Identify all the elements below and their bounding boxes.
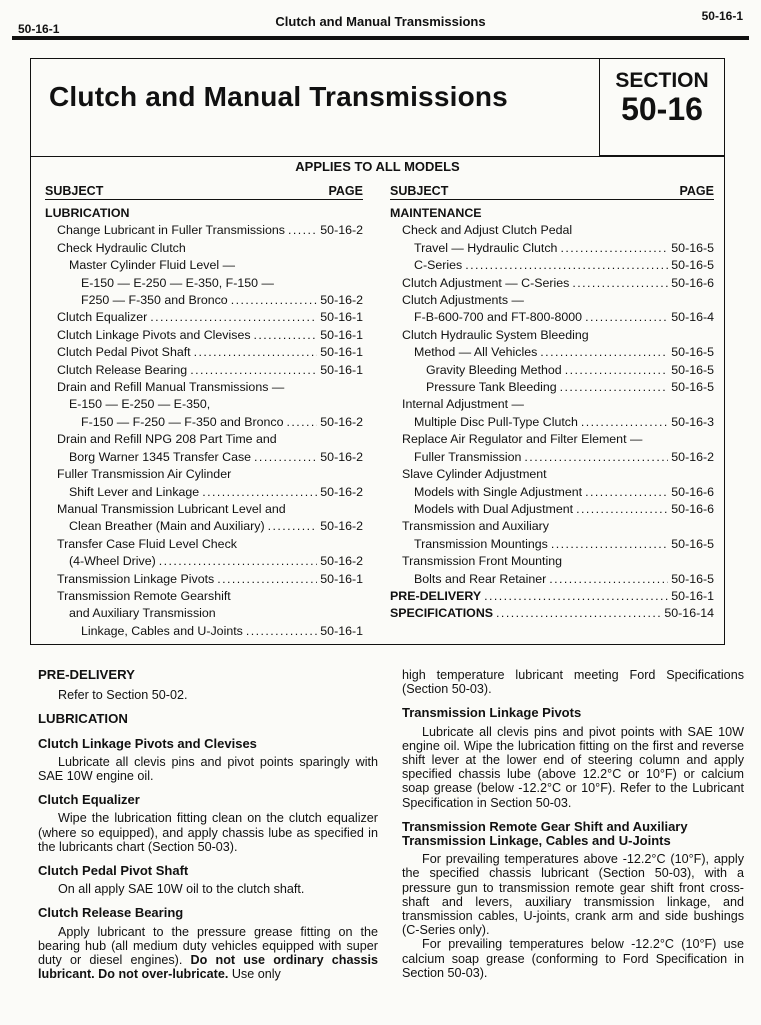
toc-entry	[45, 466, 363, 483]
toc-entry-page: 50-16-1	[320, 623, 363, 638]
toc-entry-page: 50-16-5	[671, 240, 714, 255]
toc-left-column	[45, 184, 363, 640]
toc-dot-leader	[159, 553, 318, 570]
toc-entry	[390, 605, 714, 622]
page-title: Clutch and Manual Transmissions	[49, 81, 508, 112]
toc-entry	[390, 240, 714, 257]
title-divider	[31, 156, 724, 157]
toc-entry	[390, 518, 714, 535]
toc-entry-subject: Clutch Linkage Pivots and Clevises	[57, 327, 251, 342]
toc-entry-subject: Pressure Tank Bleeding	[426, 380, 557, 395]
paragraph	[38, 811, 378, 854]
toc-entry-page: 50-16-2	[320, 449, 363, 464]
paragraph-text: Refer to Section 50-02.	[58, 688, 188, 703]
toc-entry	[390, 414, 714, 431]
toc-entry-subject: Clutch Hydraulic System Bleeding	[402, 327, 589, 342]
toc-entry	[45, 205, 363, 222]
toc-dot-leader	[551, 536, 668, 553]
toc-entry	[390, 484, 714, 501]
toc-dot-leader	[190, 362, 317, 379]
section-heading: PRE-DELIVERY	[38, 667, 135, 682]
toc-entry-subject: Clutch Pedal Pivot Shaft	[57, 345, 191, 360]
toc-left-list	[45, 205, 363, 640]
toc-entry	[45, 536, 363, 553]
toc-entry-subject: Fuller Transmission Air Cylinder	[57, 467, 232, 482]
toc-entry-subject: Clean Breather (Main and Auxiliary)	[69, 519, 265, 534]
toc-entry-subject: Linkage, Cables and U-Joints	[81, 623, 243, 638]
toc-entry-subject: Drain and Refill NPG 208 Part Time and	[57, 432, 277, 447]
toc-entry-page: 50-16-1	[320, 310, 363, 325]
warning-text: Do not use ordinary chassis lubricant. Do not over-lubricate.	[38, 953, 378, 982]
toc-entry-subject: Internal Adjustment —	[402, 397, 524, 412]
toc-entry-page: 50-16-2	[320, 414, 363, 429]
toc-entry	[390, 362, 714, 379]
toc-dot-leader	[560, 379, 669, 396]
toc-entry-subject: Clutch Adjustment — C-Series	[402, 275, 570, 290]
toc-dot-leader	[484, 588, 668, 605]
toc-entry-subject: LUBRICATION	[45, 206, 130, 220]
toc-entry	[390, 344, 714, 361]
toc-entry	[390, 292, 714, 309]
toc-entry	[45, 222, 363, 239]
paragraph-text: Use only	[231, 967, 281, 982]
toc-entry-page: 50-16-5	[671, 258, 714, 273]
toc-entry	[390, 501, 714, 518]
toc-dot-leader	[231, 292, 318, 309]
toc-dot-leader	[572, 275, 668, 292]
toc-entry-page: 50-16-5	[671, 345, 714, 360]
paragraph-text: For prevailing temperatures below -12.2°C (10°F) use calcium soap grease (conforming to Ford Specification in Section 50-03).	[402, 937, 744, 980]
toc-entry-subject: E-150 — E-250 — E-350, F-150 —	[81, 275, 274, 290]
toc-entry	[45, 414, 363, 431]
paragraph	[402, 852, 744, 937]
toc-entry	[390, 327, 714, 344]
toc-dot-leader	[150, 309, 317, 326]
section-heading: LUBRICATION	[38, 711, 128, 727]
toc-entry-page: 50-16-1	[671, 588, 714, 603]
toc-dot-leader	[576, 501, 668, 518]
paragraph	[38, 755, 378, 783]
toc-dot-leader	[465, 257, 668, 274]
contents-box	[30, 58, 725, 645]
toc-right-header	[390, 184, 714, 200]
toc-dot-leader	[585, 309, 668, 326]
toc-entry-subject: Check Hydraulic Clutch	[57, 240, 186, 255]
header-title: Clutch and Manual Transmissions	[275, 14, 486, 29]
toc-entry	[45, 379, 363, 396]
toc-entry-subject: C-Series	[414, 258, 463, 273]
running-header	[14, 8, 747, 34]
toc-entry	[45, 257, 363, 274]
toc-entry-subject: F-150 — F-250 — F-350 and Bronco	[81, 414, 284, 429]
toc-entry-subject: Replace Air Regulator and Filter Element —	[402, 432, 643, 447]
toc-dot-leader	[286, 414, 317, 431]
toc-entry	[390, 205, 714, 222]
toc-dot-leader	[217, 571, 317, 588]
toc-entry	[45, 396, 363, 413]
toc-entry-subject: F-B-600-700 and FT-800-8000	[414, 310, 583, 325]
toc-entry-page: 50-16-2	[320, 223, 363, 238]
toc-entry-page: 50-16-14	[664, 606, 714, 621]
toc-entry-subject: Slave Cylinder Adjustment	[402, 467, 547, 482]
toc-entry-subject: Transmission Linkage Pivots	[57, 571, 215, 586]
subject-heading: SUBJECT	[390, 184, 449, 198]
toc-dot-leader	[524, 449, 668, 466]
toc-entry-subject: SPECIFICATIONS	[390, 606, 494, 621]
toc-entry-page: 50-16-6	[671, 484, 714, 499]
section-number: 50-16	[621, 91, 703, 127]
paragraph-text: Wipe the lubrication fitting clean on the clutch equalizer (where so equipped), and apply chassis lube as specified in the lubricants chart (Section 50-03).	[38, 811, 378, 854]
section-box	[599, 59, 724, 156]
toc-entry-page: 50-16-5	[671, 380, 714, 395]
paragraph-text: Apply lubricant to the pressure grease fitting on the bearing hub (all medium duty vehicles equipped with super duty or diesel engines).	[38, 924, 378, 968]
toc-entry-subject: (4-Wheel Drive)	[69, 554, 156, 569]
toc-entry-subject: Bolts and Rear Retainer	[414, 571, 547, 586]
toc-dot-leader	[581, 414, 668, 431]
toc-entry-subject: Shift Lever and Linkage	[69, 484, 200, 499]
toc-entry-page: 50-16-6	[671, 501, 714, 516]
toc-entry	[45, 449, 363, 466]
toc-entry	[45, 484, 363, 501]
toc-entry-subject: Method — All Vehicles	[414, 345, 538, 360]
paragraph	[402, 668, 744, 696]
body-left-column	[38, 668, 378, 981]
toc-dot-leader	[194, 344, 318, 361]
toc-dot-leader	[268, 518, 318, 535]
toc-entry-subject: PRE-DELIVERY	[390, 588, 482, 603]
paragraph	[402, 937, 744, 980]
toc-entry-page: 50-16-4	[671, 310, 714, 325]
subsection-heading: Clutch Linkage Pivots and Clevises	[38, 735, 257, 751]
toc-entry	[45, 240, 363, 257]
toc-entry-subject: Models with Single Adjustment	[414, 484, 583, 499]
page-heading: PAGE	[679, 184, 714, 198]
paragraph-text: On all apply SAE 10W oil to the clutch shaft.	[58, 882, 305, 897]
toc-entry-page: 50-16-1	[320, 345, 363, 360]
toc-dot-leader	[288, 222, 317, 239]
toc-entry-page: 50-16-2	[671, 449, 714, 464]
toc-entry-page: 50-16-2	[320, 484, 363, 499]
toc-dot-leader	[202, 484, 317, 501]
subsection-heading: Clutch Equalizer	[38, 792, 140, 808]
toc-entry-subject: Transmission Front Mounting	[402, 554, 562, 569]
toc-dot-leader	[549, 571, 668, 588]
toc-entry-page: 50-16-2	[320, 554, 363, 569]
toc-right-list	[390, 205, 714, 623]
toc-right-column	[390, 184, 714, 623]
toc-entry	[390, 431, 714, 448]
toc-entry-subject: Gravity Bleeding Method	[426, 362, 562, 377]
paragraph-text: high temperature lubricant meeting Ford Specifications (Section 50-03).	[402, 668, 744, 697]
toc-entry	[390, 571, 714, 588]
toc-entry-subject: Transmission and Auxiliary	[402, 519, 549, 534]
toc-entry	[390, 275, 714, 292]
toc-entry	[45, 518, 363, 535]
toc-entry-subject: Master Cylinder Fluid Level —	[69, 258, 235, 273]
paragraph	[38, 925, 378, 982]
toc-entry	[390, 553, 714, 570]
toc-entry-page: 50-16-6	[671, 275, 714, 290]
toc-entry-subject: Borg Warner 1345 Transfer Case	[69, 449, 252, 464]
toc-entry	[390, 536, 714, 553]
toc-entry-page: 50-16-5	[671, 536, 714, 551]
toc-entry-subject: Clutch Release Bearing	[57, 362, 188, 377]
toc-entry-subject: Change Lubricant in Fuller Transmissions	[57, 223, 285, 238]
toc-dot-leader	[496, 605, 661, 622]
toc-entry	[45, 431, 363, 448]
toc-entry-page: 50-16-3	[671, 414, 714, 429]
body-right-column	[402, 668, 744, 980]
toc-entry	[390, 222, 714, 239]
toc-entry	[390, 257, 714, 274]
toc-entry-page: 50-16-1	[320, 571, 363, 586]
toc-entry	[45, 292, 363, 309]
applies-to: APPLIES TO ALL MODELS	[295, 159, 460, 174]
toc-left-header	[45, 184, 363, 200]
toc-entry	[390, 588, 714, 605]
toc-entry-subject: Multiple Disc Pull-Type Clutch	[414, 414, 578, 429]
toc-entry	[45, 309, 363, 326]
toc-dot-leader	[585, 484, 668, 501]
subsection-heading: Transmission Linkage Pivots	[402, 705, 582, 721]
toc-entry-subject: Check and Adjust Clutch Pedal	[402, 223, 573, 238]
toc-entry	[45, 553, 363, 570]
paragraph-text: For prevailing temperatures above -12.2°C (10°F), apply the specified chassis lubricant (Section 50-03), with a pressure gun to transmission remote gear shift front cross-shaft and levers, auxiliary transmission linkage, and transmission cables, U-joints, crank arm and side bushings (C-Series only).	[402, 852, 744, 938]
toc-dot-leader	[565, 362, 669, 379]
toc-entry-subject: F250 — F-350 and Bronco	[81, 293, 228, 308]
toc-dot-leader	[540, 344, 668, 361]
toc-entry	[45, 501, 363, 518]
toc-entry	[390, 309, 714, 326]
toc-entry-page: 50-16-2	[320, 293, 363, 308]
toc-entry	[45, 623, 363, 640]
subsection-heading: Clutch Release Bearing	[38, 905, 184, 921]
toc-entry-page: 50-16-5	[671, 362, 714, 377]
toc-entry-subject: Travel — Hydraulic Clutch	[414, 240, 558, 255]
toc-entry-subject: Transfer Case Fluid Level Check	[57, 536, 237, 551]
toc-entry	[390, 466, 714, 483]
toc-entry-subject: Drain and Refill Manual Transmissions —	[57, 380, 285, 395]
toc-dot-leader	[246, 623, 317, 640]
page-heading: PAGE	[328, 184, 363, 198]
toc-entry-page: 50-16-5	[671, 571, 714, 586]
toc-entry	[45, 605, 363, 622]
header-page-right: 50-16-1	[701, 9, 743, 23]
toc-entry-subject: Clutch Equalizer	[57, 310, 148, 325]
toc-entry-subject: Models with Dual Adjustment	[414, 501, 574, 516]
toc-dot-leader	[560, 240, 668, 257]
toc-entry-page: 50-16-2	[320, 519, 363, 534]
toc-entry	[45, 588, 363, 605]
toc-entry	[45, 571, 363, 588]
toc-entry-page: 50-16-1	[320, 362, 363, 377]
paragraph	[38, 882, 378, 896]
toc-entry	[45, 362, 363, 379]
toc-entry-subject: Transmission Remote Gearshift	[57, 588, 231, 603]
paragraph	[38, 688, 378, 702]
paragraph-text: Lubricate all clevis pins and pivot points with SAE 10W engine oil. Wipe the lubrication fitting on the first and reverse shift lever at the lower end of steering column and apply specified chassis lube (above 12.2°C or 10°F) or calcium soap grease (below -12.2°C or 10°F). Refer to the Lubricant Specification in Section 50-03.	[402, 724, 744, 810]
toc-entry-page: 50-16-1	[320, 327, 363, 342]
toc-entry-subject: Manual Transmission Lubricant Level and	[57, 501, 286, 516]
subsection-heading: Transmission Remote Gear Shift and Auxiliary Transmission Linkage, Cables and U-Joints	[402, 818, 688, 849]
toc-entry	[390, 379, 714, 396]
toc-entry	[45, 344, 363, 361]
toc-entry-subject: and Auxiliary Transmission	[69, 606, 216, 621]
toc-entry	[390, 449, 714, 466]
toc-entry	[45, 275, 363, 292]
toc-dot-leader	[254, 449, 317, 466]
toc-entry-subject: Fuller Transmission	[414, 449, 522, 464]
toc-entry-subject: Clutch Adjustments —	[402, 293, 524, 308]
section-label: SECTION	[615, 69, 709, 92]
paragraph-text: Lubricate all clevis pins and pivot points sparingly with SAE 10W engine oil.	[38, 754, 378, 784]
subject-heading: SUBJECT	[45, 184, 104, 198]
header-page-left: 50-16-1	[18, 22, 60, 36]
paragraph	[402, 725, 744, 810]
header-rule	[12, 36, 749, 40]
toc-entry	[45, 327, 363, 344]
toc-entry-subject: E-150 — E-250 — E-350,	[69, 397, 211, 412]
toc-entry-subject: MAINTENANCE	[390, 206, 482, 220]
toc-entry	[390, 396, 714, 413]
toc-dot-leader	[254, 327, 318, 344]
toc-entry-subject: Transmission Mountings	[414, 536, 548, 551]
subsection-heading: Clutch Pedal Pivot Shaft	[38, 863, 189, 879]
